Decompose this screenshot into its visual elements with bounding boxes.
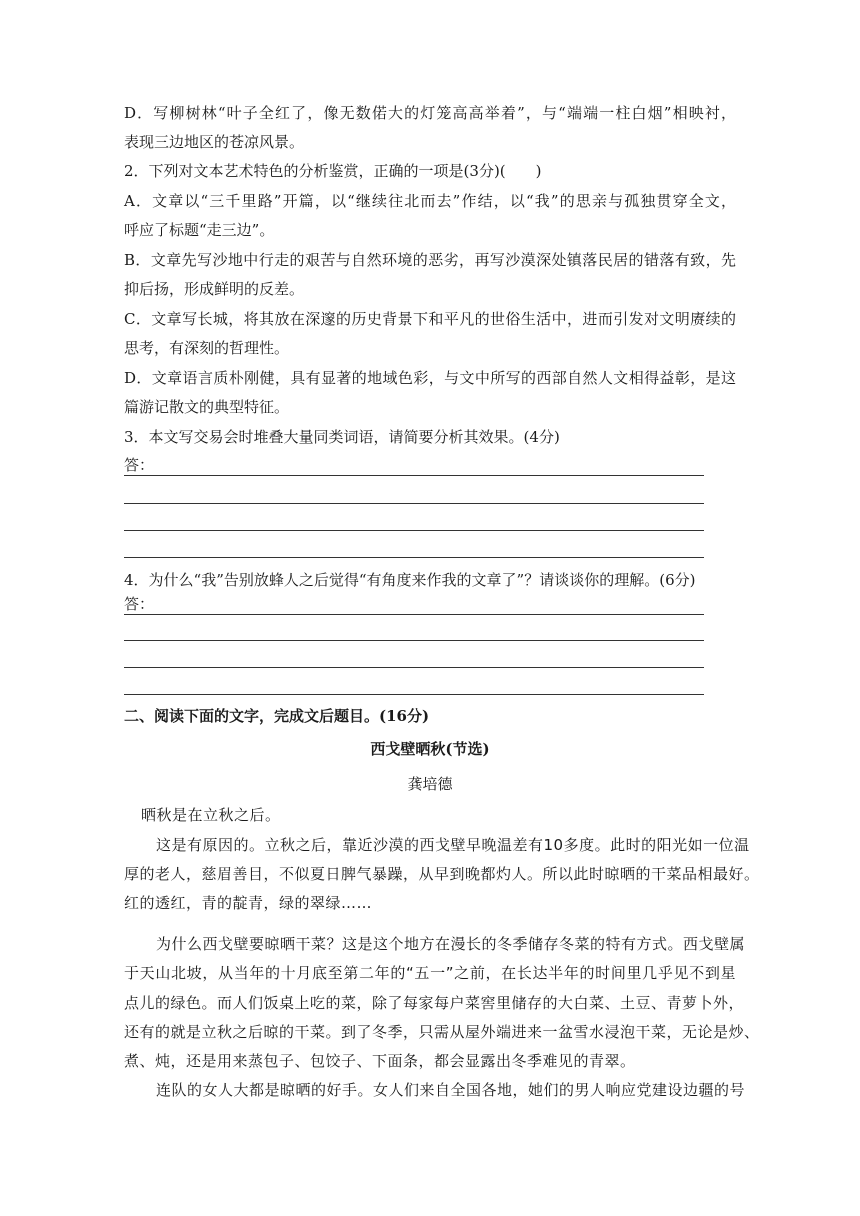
q4-answer-label: 答：: [124, 595, 155, 613]
essay-p3-line3: 点儿的绿色。而人们饭桌上吃的菜，除了每家每户菜窖里储存的大白菜、土豆、青萝卜外，: [124, 994, 745, 1012]
essay-paragraph-1: 晒秋是在立秋之后。: [141, 806, 281, 824]
q4-answer-line-3[interactable]: [124, 667, 704, 668]
q2-option-d-line2: 篇游记散文的典型特征。: [124, 398, 290, 416]
q3-answer-label: 答：: [124, 456, 155, 474]
section-heading: 二、阅读下面的文字，完成文后题目。(16分): [124, 707, 430, 725]
q2-stem: 2．下列对文本艺术特色的分析鉴赏，正确的一项是(3分)( ): [124, 162, 542, 180]
essay-p3-line2: 于天山北坡，从当年的十月底至第二年的“五一”之前，在长达半年的时间里几乎见不到星: [124, 964, 736, 982]
q2-option-a-line2: 呼应了标题“走三边”。: [124, 221, 275, 239]
q1-option-d-line2: 表现三边地区的苍凉风景。: [124, 133, 305, 151]
q3-answer-line-3[interactable]: [124, 530, 704, 531]
essay-title: 西戈壁晒秋(节选): [370, 740, 490, 758]
essay-p2-line2: 厚的老人，慈眉善目，不似夏日脾气暴躁，从早到晚都灼人。所以此时晾晒的干菜品相最好。: [124, 865, 760, 883]
q1-option-d-line1: D．写柳树林“叶子全红了，像无数偌大的灯笼高高举着”，与“端端一柱白烟”相映衬，: [124, 104, 736, 122]
q3-answer-line-1[interactable]: [124, 456, 704, 476]
essay-p2-line3: 红的透红，青的靛青，绿的翠绿……: [124, 894, 373, 912]
q4-answer-line-4[interactable]: [124, 694, 704, 695]
q4-stem: 4．为什么“我”告别放蜂人之后觉得“有角度来作我的文章了”？请谈谈你的理解。(6分): [124, 571, 696, 589]
q2-option-b-line1: B．文章先写沙地中行走的艰苦与自然环境的恶劣，再写沙漠深处镇落民居的错落有致，先: [124, 251, 736, 269]
q3-answer-line-4[interactable]: [124, 557, 704, 558]
q2-option-a-line1: A．文章以“三千里路”开篇，以“继续往北而去”作结，以“我”的思亲与孤独贯穿全文，: [124, 192, 736, 210]
essay-author: 龚培德: [407, 775, 453, 793]
essay-p3-line1: 为什么西戈壁要晾晒干菜？这是这个地方在漫长的冬季储存冬菜的特有方式。西戈壁属: [156, 935, 746, 953]
essay-p2-line1: 这是有原因的。立秋之后，靠近沙漠的西戈壁早晚温差有10多度。此时的阳光如一位温: [156, 836, 750, 854]
q2-option-d-line1: D．文章语言质朴刚健，具有显著的地域色彩，与文中所写的西部自然人文相得益彰，是这: [124, 369, 736, 387]
essay-p3-line4: 还有的就是立秋之后晾的干菜。到了冬季，只需从屋外端进来一盆雪水浸泡干菜，无论是炒、: [124, 1023, 760, 1041]
q4-answer-line-2[interactable]: [124, 640, 704, 641]
q3-answer-line-2[interactable]: [124, 503, 704, 504]
q2-option-b-line2: 抑后扬，形成鲜明的反差。: [124, 280, 305, 298]
q2-option-c-line2: 思考，有深刻的哲理性。: [124, 339, 290, 357]
essay-p3-line5: 煮、炖，还是用来蒸包子、包饺子、下面条，都会显露出冬季难见的青翠。: [124, 1052, 636, 1070]
q4-answer-line-1[interactable]: [124, 595, 704, 615]
q2-option-c-line1: C．文章写长城，将其放在深邃的历史背景下和平凡的世俗生活中，进而引发对文明赓续的: [124, 310, 736, 328]
q3-stem: 3．本文写交易会时堆叠大量同类词语，请简要分析其效果。(4分): [124, 428, 560, 446]
essay-p4-line1: 连队的女人大都是晾晒的好手。女人们来自全国各地，她们的男人响应党建设边疆的号: [156, 1081, 746, 1099]
